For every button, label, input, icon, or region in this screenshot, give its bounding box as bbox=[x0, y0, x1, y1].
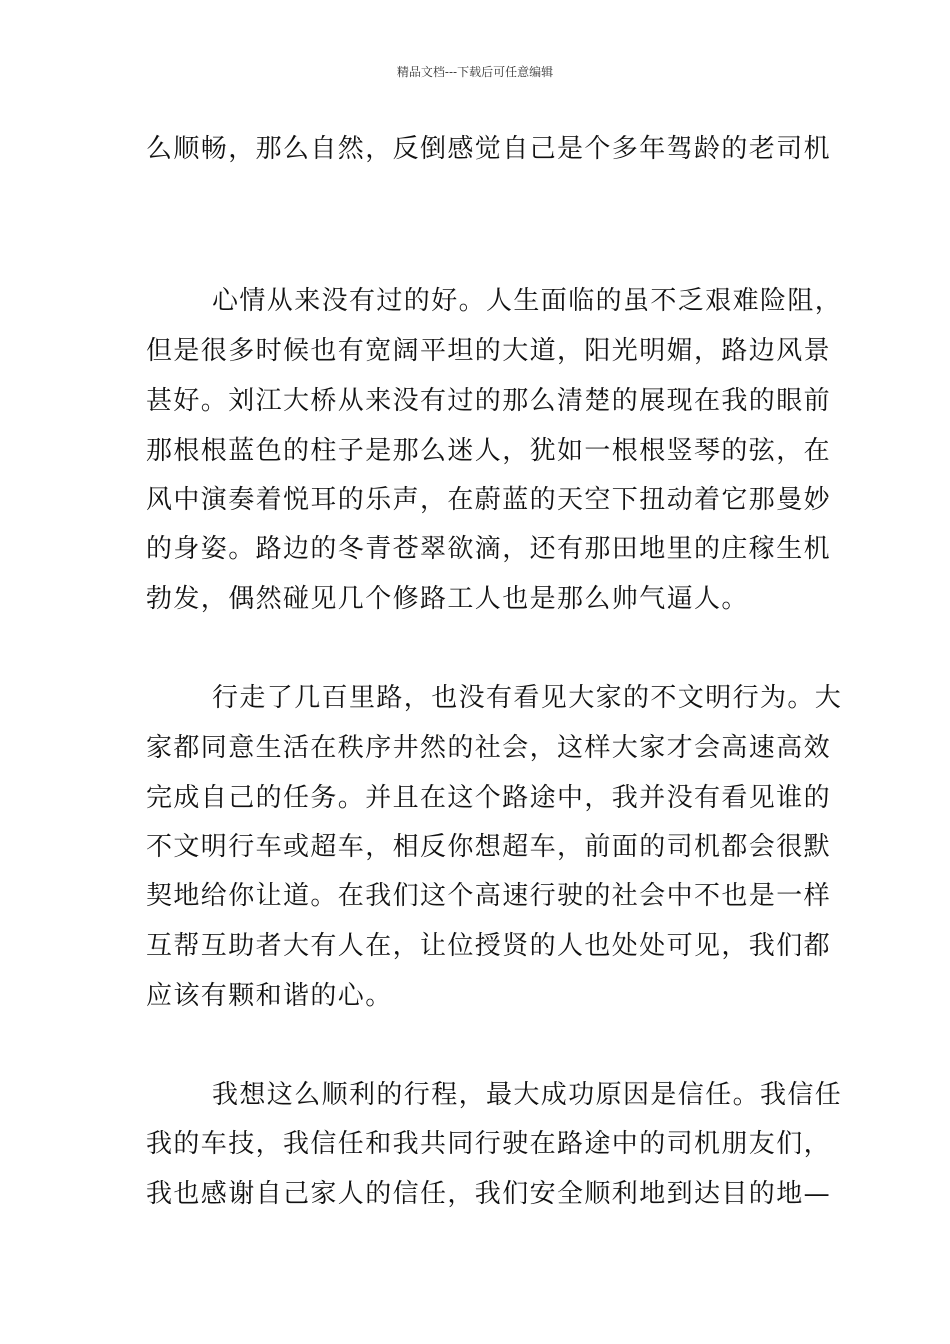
paragraph-first-line: 心情从来没有过的好。人生面临的虽不乏艰难险阻， bbox=[212, 286, 843, 316]
paragraph-first-line: 我想这么顺利的行程，最大成功原因是信任。我信任 bbox=[212, 1080, 843, 1110]
text-line: 勃发，偶然碰见几个修路工人也是那么帅气逼人。 bbox=[146, 584, 749, 614]
text-line: 家都同意生活在秩序井然的社会，这样大家才会高速高效 bbox=[146, 733, 832, 763]
text-line: 应该有颗和谐的心。 bbox=[146, 981, 393, 1011]
text-line: 甚好。刘江大桥从来没有过的那么清楚的展现在我的眼前 bbox=[146, 386, 832, 416]
text-line: 我的车技，我信任和我共同行驶在路途中的司机朋友们， bbox=[146, 1129, 832, 1159]
text-line: 完成自己的任务。并且在这个路途中，我并没有看见谁的 bbox=[146, 783, 832, 813]
text-line: 不文明行车或超车，相反你想超车，前面的司机都会很默 bbox=[146, 832, 832, 862]
text-line: 的身姿。路边的冬青苍翠欲滴，还有那田地里的庄稼生机 bbox=[146, 534, 832, 564]
text-line: 风中演奏着悦耳的乐声，在蔚蓝的天空下扭动着它那曼妙 bbox=[146, 485, 832, 515]
page-header: 精品文档---下载后可任意编辑 bbox=[396, 65, 554, 79]
text-line: 那根根蓝色的柱子是那么迷人，犹如一根根竖琴的弦，在 bbox=[146, 436, 832, 466]
text-line: 么顺畅，那么自然，反倒感觉自己是个多年驾龄的老司机 bbox=[146, 134, 832, 164]
text-line: 契地给你让道。在我们这个高速行驶的社会中不也是一样 bbox=[146, 881, 832, 911]
text-line: 但是很多时候也有宽阔平坦的大道，阳光明媚，路边风景 bbox=[146, 336, 832, 366]
paragraph-first-line: 行走了几百里路，也没有看见大家的不文明行为。大 bbox=[212, 683, 843, 713]
text-line: 我也感谢自己家人的信任，我们安全顺利地到达目的地— bbox=[146, 1179, 832, 1209]
text-line: 互帮互助者大有人在，让位授贤的人也处处可见，我们都 bbox=[146, 931, 832, 961]
